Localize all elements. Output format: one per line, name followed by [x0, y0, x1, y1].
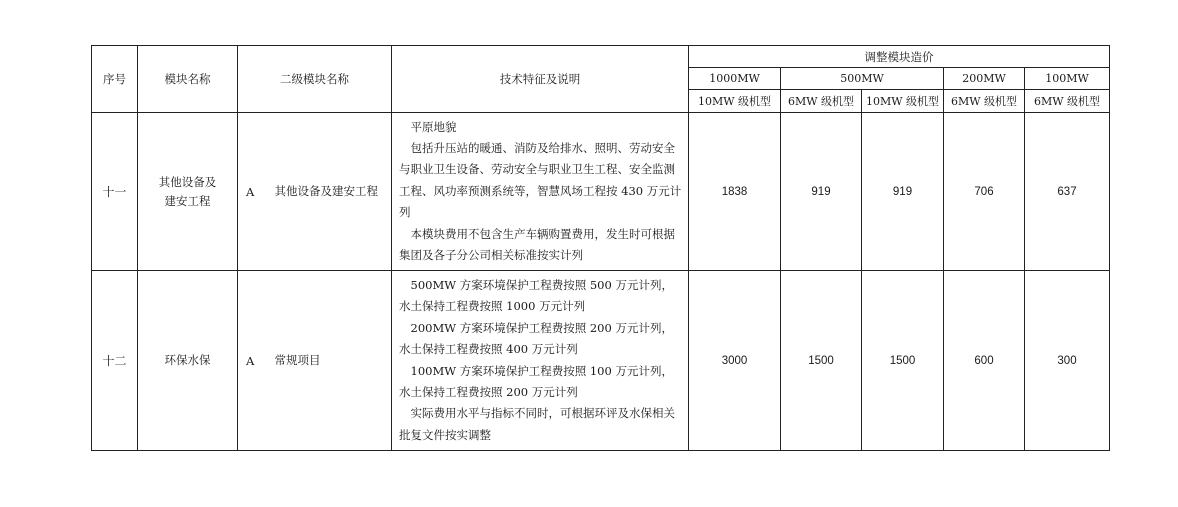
header-unit-col2: 6MW 级机型 [781, 90, 862, 113]
header-unit-col4: 6MW 级机型 [944, 90, 1025, 113]
table-row [92, 271, 1110, 451]
row-value-200mw: 600 [944, 271, 1025, 451]
header-adjust-price: 调整模块造价 [689, 46, 1110, 68]
row-value-100mw: 300 [1025, 271, 1110, 451]
row-sub-module [238, 113, 392, 271]
row-module-name [138, 271, 238, 451]
row-sub-module [238, 271, 392, 451]
cost-table [91, 45, 1110, 451]
header-cap-1000: 1000MW [689, 68, 781, 90]
row-module-name-line1: 其他设备及 [158, 174, 217, 189]
header-cap-500: 500MW [781, 68, 944, 90]
row-value-500mw-6mw: 919 [781, 113, 862, 271]
header-unit-col1: 10MW 级机型 [689, 90, 781, 113]
row-module-name-line1: 环保水保 [164, 353, 211, 367]
row-value-1000mw: 3000 [689, 271, 781, 451]
header-module-name: 模块名称 [138, 46, 238, 113]
desc-paragraph: 平原地貌 [410, 119, 457, 134]
row-value-500mw-10mw: 1500 [862, 271, 944, 451]
row-value-500mw-10mw: 919 [862, 113, 944, 271]
desc-paragraph: 包括升压站的暖通、消防及给排水、照明、劳动安全与职业卫生设备、劳动安全与职业卫生工程、安全监测工程、风功率预测系统等，智慧风场工程按 430 万元计列 [399, 140, 682, 220]
row-value-500mw-6mw: 1500 [781, 271, 862, 451]
header-unit-col5: 6MW 级机型 [1025, 90, 1110, 113]
row-sub-letter: A [246, 353, 255, 368]
header-tech-desc: 技术特征及说明 [392, 46, 689, 113]
row-seq: 十一 [92, 113, 138, 271]
row-sub-letter: A [246, 184, 255, 199]
row-value-1000mw: 1838 [689, 113, 781, 271]
row-value-100mw: 637 [1025, 113, 1110, 271]
desc-paragraph: 500MW 方案环境保护工程费按照 500 万元计列，水土保持工程费按照 1000 万元计列 [399, 277, 673, 314]
header-cap-200: 200MW [944, 68, 1025, 90]
row-value-200mw: 706 [944, 113, 1025, 271]
desc-paragraph: 100MW 方案环境保护工程费按照 100 万元计列，水土保持工程费按照 200 万元计列 [399, 363, 673, 399]
row-module-name-line2: 建安工程 [164, 193, 211, 208]
header-cap-100: 100MW [1025, 68, 1110, 90]
header-unit-col3: 10MW 级机型 [862, 90, 944, 113]
row-seq: 十二 [92, 271, 138, 451]
desc-paragraph: 实际费用水平与指标不同时，可根据环评及水保相关批复文件按实调整 [399, 406, 675, 442]
row-sub-name: 其他设备及建安工程 [274, 184, 378, 198]
desc-paragraph: 200MW 方案环境保护工程费按照 200 万元计列，水土保持工程费按照 400 万元计列 [399, 320, 673, 357]
table-row [92, 113, 1110, 271]
row-tech-desc [392, 113, 689, 271]
header-seq: 序号 [92, 46, 138, 113]
desc-paragraph: 本模块费用不包含生产车辆购置费用，发生时可根据集团及各子分公司相关标准按实计列 [399, 226, 675, 263]
row-tech-desc [392, 271, 689, 451]
row-sub-name: 常规项目 [274, 353, 321, 367]
row-module-name [138, 113, 238, 271]
header-sub-module-name: 二级模块名称 [238, 46, 392, 113]
